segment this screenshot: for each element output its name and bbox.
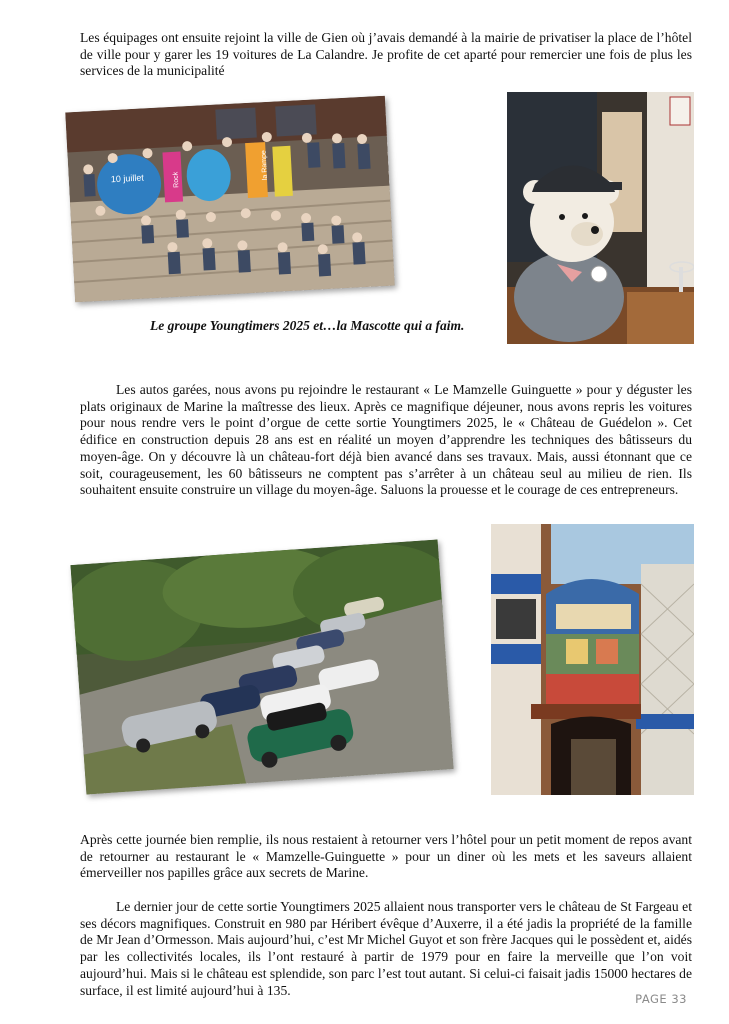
sign-text: la Rampe [260, 150, 270, 181]
parked-cars-photo [70, 539, 453, 794]
mascot-photo [507, 92, 694, 344]
page-number: PAGE 33 [635, 992, 687, 1006]
paragraph-guedelon: Les autos garées, nous avons pu rejoindre le restaurant « Le Mamzelle Guinguette » pour y déguster les plats originaux de Marine la maîtresse des lieux. Après ce magnifique déjeuner, nous avons repris les voitures pour nous rendre vers le point d’orgue de cette sortie Youngtimers 2025, le « Château de Guédelon ». Cet édifice en construction depuis 28 ans est en réalité un moyen d’apprendre les techniques des bâtisseurs du moyen-âge. On y découvre là un château-fort déjà bien avancé dans ses travaux. Mais, aussi étonnant que ce soit, courageusement, les 60 bâtisseurs ne comptent pas s’arrêter à un château seul au milieu de rien. Ils souhaitent ensuite construire un village du moyen-âge. Saluons la prouesse et le courage de ces entrepreneurs. [80, 382, 692, 498]
paragraph-st-fargeau: Le dernier jour de cette sortie Youngtimers 2025 allaient nous transporter vers le château de St Fargeau et ses décors magnifiques. Construit en 980 par Héribert évêque d’Auxerre, il a été jadis la propriété de la famille de Mr Jean d’Ormesson. Mais aujourd’hui, c’est Mr Michel Guyot et son frère Jacques qui le possèdent et, aidés par les collectivités locales, ils l’ont restauré à partir de 1979 pour en faire la merveille que l’on voit aujourd’hui. Mais si le château est splendide, son parc l’est tout autant. Si celui-ci faisait jadis 15000 hectares de surface, il est limité aujourd’hui à 135. [80, 899, 692, 998]
photo-caption: Le groupe Youngtimers 2025 et…la Mascotte qui a faim. [150, 318, 465, 333]
paragraph-gien: Les équipages ont ensuite rejoint la ville de Gien où j’avais demandé à la mairie de privatiser la place de l’hôtel de ville pour y garer les 19 voitures de La Calandre. Je profite de cet aparté pour remercier une fois de plus les services de la municipalité [80, 30, 692, 79]
paragraph-evening: Après cette journée bien remplie, ils nous restaient à retourner vers l’hôtel pour un petit moment de repos avant de retourner au restaurant le « Mamzelle-Guinguette » pour un diner où les mets et les saveurs allaient émerveiller nos papilles grâce aux secrets de Marine. [80, 832, 692, 881]
restaurant-facade-photo [491, 524, 694, 795]
sign-text: Rock [172, 171, 181, 188]
group-photo [65, 96, 395, 302]
sign-text: 10 juillet [110, 172, 145, 185]
